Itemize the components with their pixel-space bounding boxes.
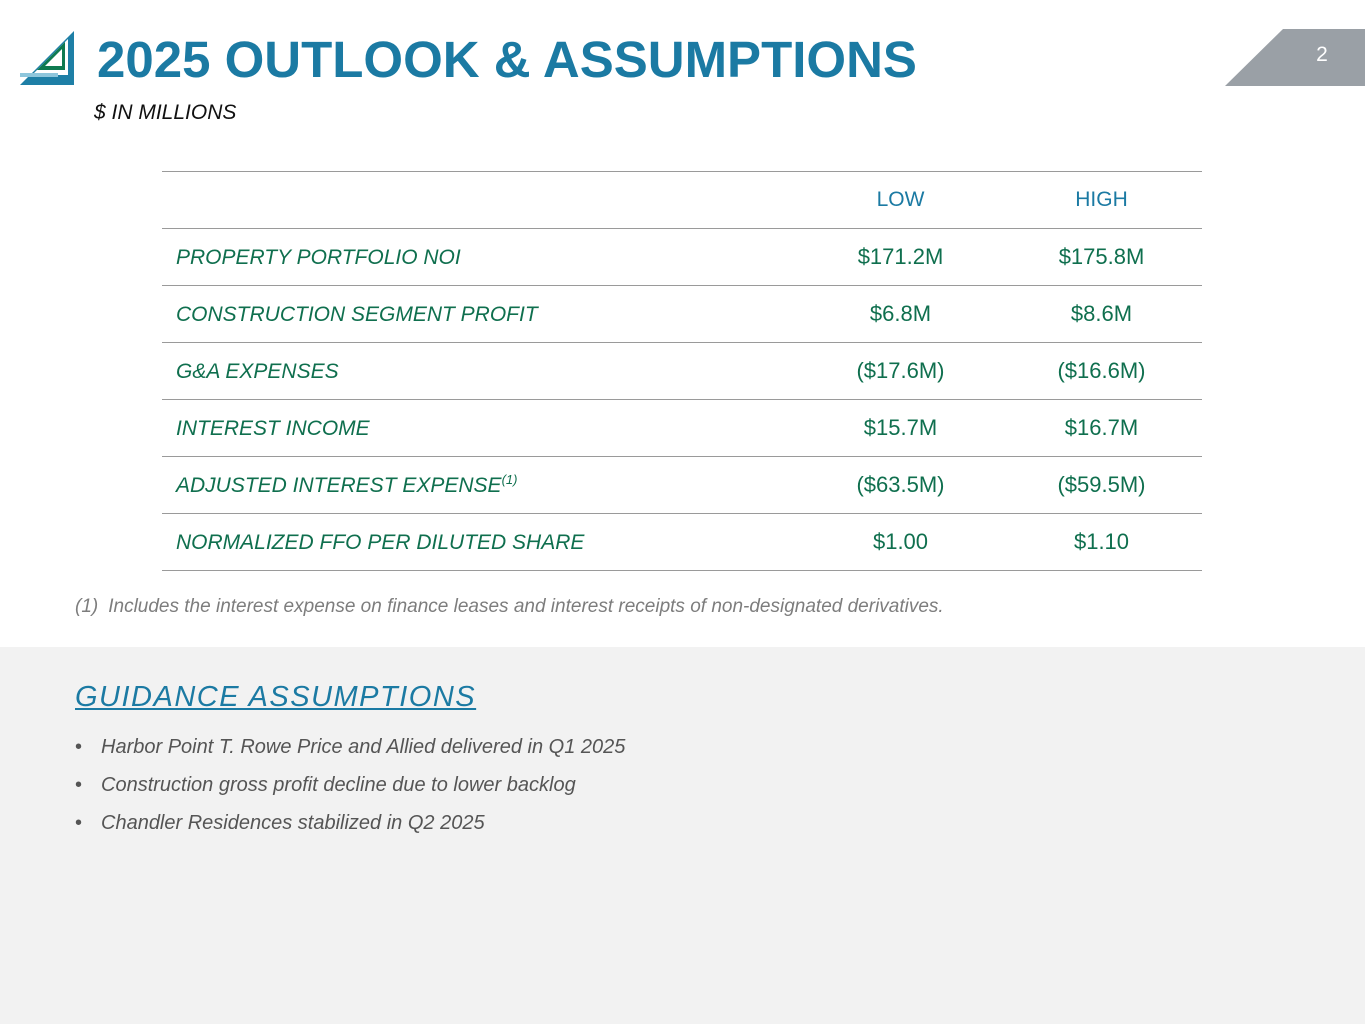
row-low-value: $15.7M [863,415,938,440]
list-item: • Chandler Residences stabilized in Q2 2025 [75,809,625,847]
footnote [75,596,944,618]
list-item: • Harbor Point T. Rowe Price and Allied delivered in Q1 2025 [75,733,625,771]
row-high-value: $175.8M [1058,244,1145,269]
triangle-logo-icon [18,29,76,87]
row-label: CONSTRUCTION SEGMENT PROFIT [176,303,538,326]
row-low-value: $171.2M [857,244,944,269]
page-number: 2 [1316,43,1328,66]
row-label: NORMALIZED FFO PER DILUTED SHARE [176,531,585,554]
table-row [162,457,1202,514]
row-high-value: $16.7M [1064,415,1139,440]
page-subtitle: $ IN MILLIONS [94,101,237,124]
table-row [162,286,1202,343]
list-item: • Construction gross profit decline due to lower backlog [75,771,625,809]
column-header-high: HIGH [1075,188,1128,211]
page-tab-shape [1225,29,1365,86]
row-high-value: $8.6M [1070,301,1133,326]
row-high-value: $1.10 [1073,529,1130,554]
row-note: (1) [501,472,518,487]
row-label: INTEREST INCOME [176,417,370,440]
footnote-text: Includes the interest expense on finance leases and interest receipts of non-designated derivatives. [108,596,944,617]
page-title: 2025 OUTLOOK & ASSUMPTIONS [97,31,917,88]
column-header-low: LOW [876,188,925,211]
table-row [162,343,1202,400]
row-low-value: $1.00 [872,529,929,554]
row-label: G&A EXPENSES [176,360,339,383]
outlook-table [162,171,1202,571]
row-high-value: ($16.6M) [1057,358,1146,383]
row-label: PROPERTY PORTFOLIO NOI [176,246,461,269]
guidance-assumptions-title: GUIDANCE ASSUMPTIONS [75,681,477,713]
row-label: ADJUSTED INTEREST EXPENSE$^{(1)}$ [176,472,518,497]
row-high-value: ($59.5M) [1057,472,1146,497]
row-low-value: ($63.5M) [856,472,945,497]
footnote-marker: (1) [75,596,99,617]
bullet-icon: • [75,812,83,834]
bullet-icon: • [75,736,83,758]
table-row [162,400,1202,457]
table-header-row [162,171,1202,229]
row-low-value: ($17.6M) [856,358,945,383]
table-row [162,514,1202,571]
bullet-icon: • [75,774,83,796]
assumptions-list [75,733,625,847]
table-row [162,229,1202,286]
guidance-assumptions-panel [0,647,1365,1024]
row-low-value: $6.8M [869,301,932,326]
